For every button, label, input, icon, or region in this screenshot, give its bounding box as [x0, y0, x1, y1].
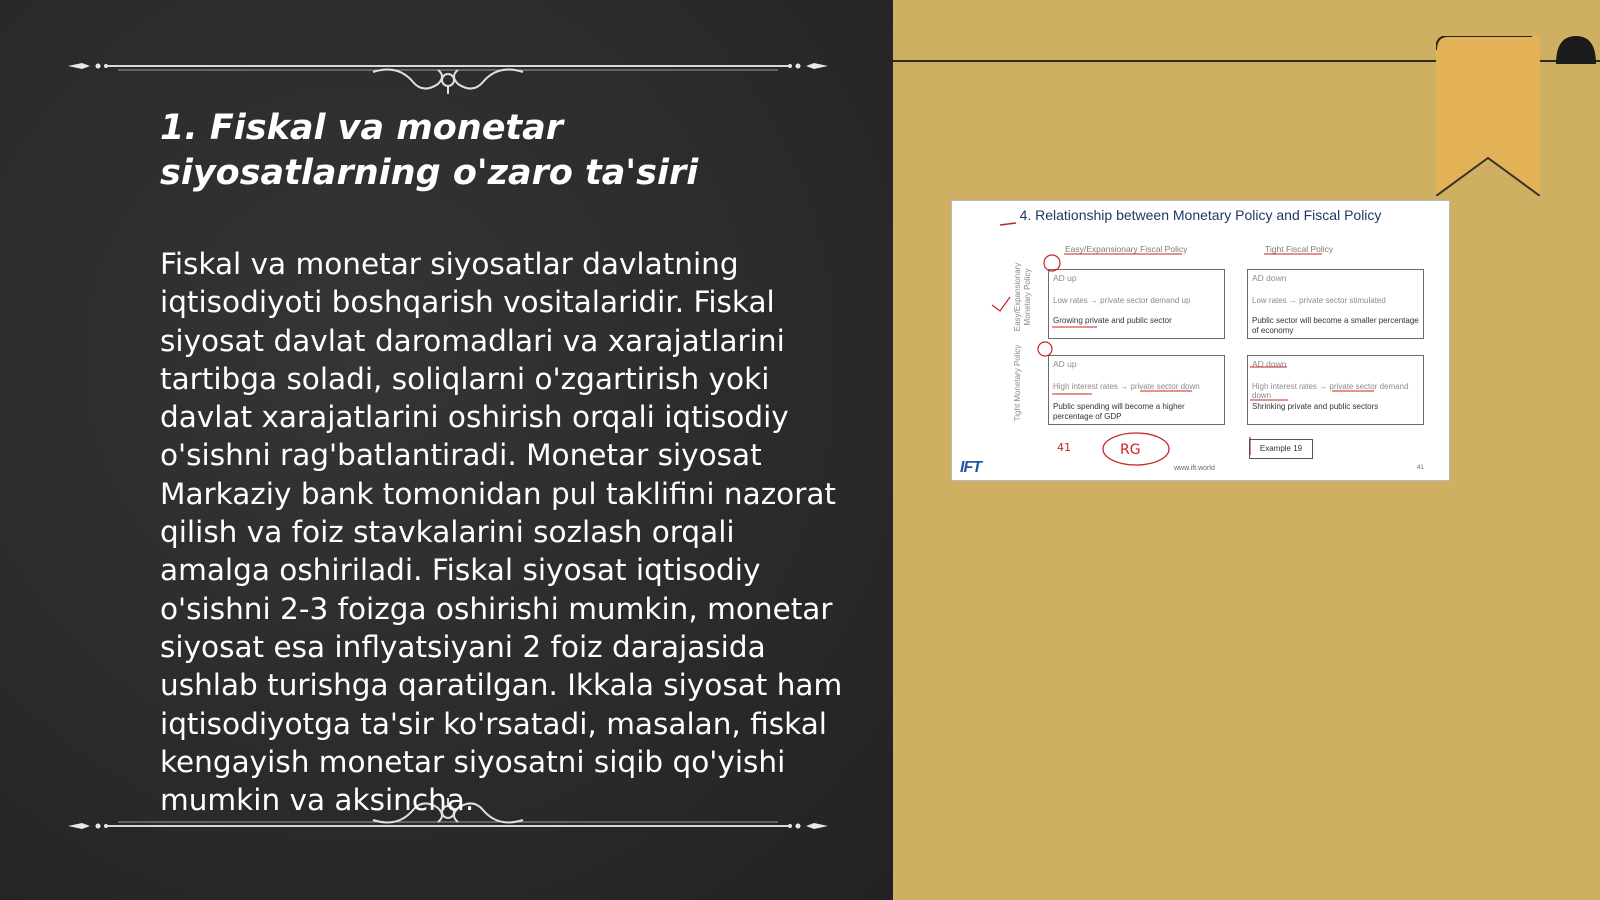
handwriting-circled-text: RG — [1120, 442, 1141, 458]
cell-line: Public sector will become a smaller percentage of economy — [1252, 316, 1419, 335]
row-label-expansionary-monetary: Easy/Expansionary Monetary Policy — [1013, 262, 1032, 332]
cell-line: AD up — [1053, 359, 1077, 369]
handwriting-number: 41 — [1057, 441, 1071, 454]
slide-body-text: Fiskal va monetar siyosatlar davlatning iqtisodiyoti boshqarish vositalaridir. Fiskal siyosat davlat daromadlari va xarajatlarini tartibga soladi, soliqlarni o'zgartirish yoki davlat xarajatlarini oshirish orqali iqtisodiy o'sishni rag'batlantiradi. Monetar siyosat Markaziy bank tomonidan pul taklifini nazorat qilish va foiz stavkalarini sozlash orqali amalga oshiriladi. Fiskal siyosat iqtisodiy o'sishni 2-3 foizga oshirishi mumkin, monetar siyosat esa inflyatsiyani 2 foiz darajasida ushlab turishga qaratilgan. Ikkala siyosat ham iqtisodiyotga ta'sir ko'rsatadi, masalan, fiskal kengayish monetar siyosatni siqib qo'yishi mumkin va aksincha. — [160, 247, 843, 818]
cell-line: Low rates → private sector demand up — [1053, 296, 1191, 305]
column-header-tight-fiscal: Tight Fiscal Policy — [1265, 244, 1334, 254]
figure-url: www.ift.world — [1174, 465, 1215, 472]
cell-line: Low rates → private sector stimulated — [1252, 296, 1386, 305]
bookmark-ribbon-icon — [1436, 36, 1540, 196]
matrix-cell — [1247, 269, 1424, 339]
matrix-cell — [1048, 355, 1225, 425]
policy-matrix-image — [951, 200, 1450, 481]
cell-line: Shrinking private and public sectors — [1252, 402, 1379, 411]
handwritten-annotations-icon — [952, 201, 1451, 482]
matrix-cell — [1048, 269, 1225, 339]
figure-page-number: 41 — [1417, 465, 1424, 471]
cell-line: Public spending will become a higher percentage of GDP — [1053, 402, 1185, 421]
column-header-expansionary-fiscal: Easy/Expansionary Fiscal Policy — [1065, 244, 1188, 254]
slide-title: 1. Fiskal va monetar siyosatlarning o'zaro ta'siri — [160, 108, 699, 193]
row-label-tight-monetary: Tight Monetary Policy — [1013, 344, 1022, 422]
cell-line: Growing private and public sector — [1053, 316, 1172, 325]
matrix-cell — [1247, 355, 1424, 425]
ornament-top-divider-icon — [68, 44, 828, 94]
bookmark-fold-icon — [1556, 36, 1596, 64]
ift-logo: IFT — [960, 459, 981, 476]
cell-line: AD up — [1053, 273, 1077, 283]
cell-line: High interest rates → private sector down — [1053, 382, 1200, 391]
cell-line: AD down — [1252, 273, 1287, 283]
figure-title: 4. Relationship between Monetary Policy and Fiscal Policy — [1019, 207, 1382, 223]
example-label: Example 19 — [1249, 439, 1313, 459]
cell-line: High interest rates → private sector demand down — [1252, 382, 1409, 400]
cell-line: AD down — [1252, 359, 1287, 369]
